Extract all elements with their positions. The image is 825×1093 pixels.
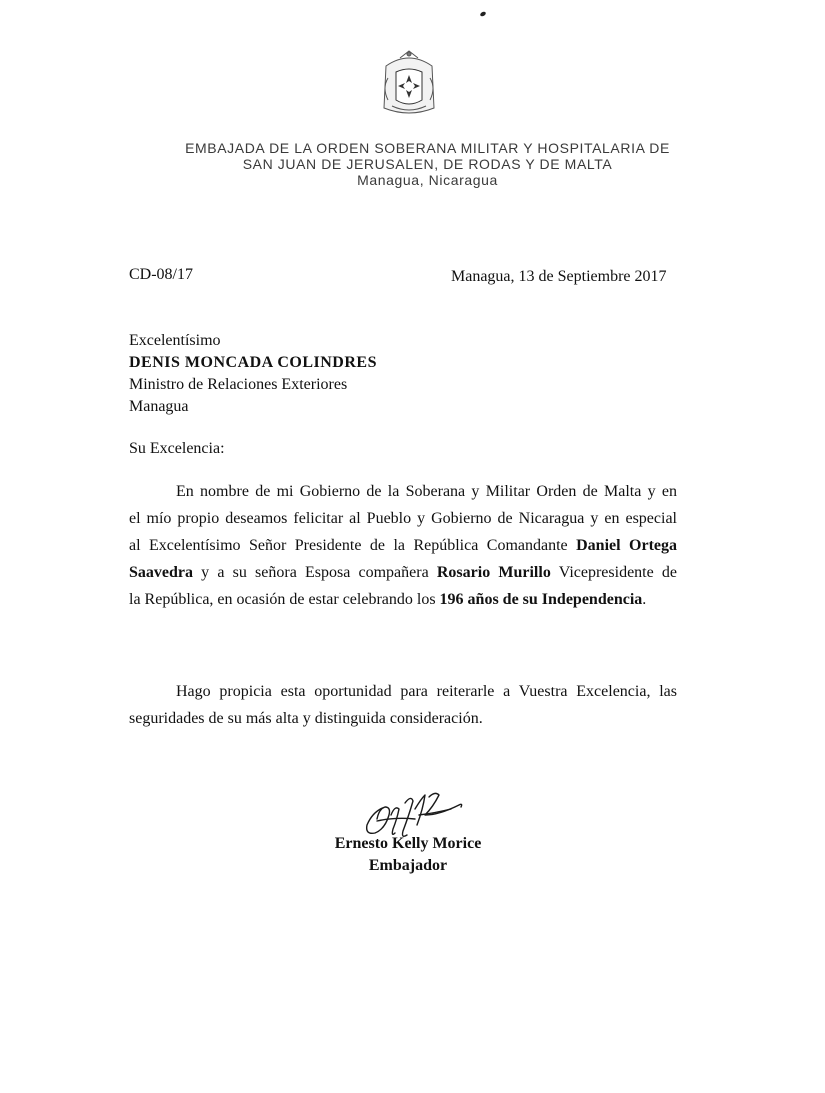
recipient-block	[129, 330, 377, 418]
letterhead-line-1: EMBAJADA DE LA ORDEN SOBERANA MILITAR Y HOSPITALARIA DE	[185, 140, 670, 156]
paragraph-line: el mío propio deseamos felicitar al Pueblo y Gobierno de Nicaragua y en especial	[129, 510, 677, 527]
body-paragraph-2	[129, 678, 677, 732]
salutation: Su Excelencia:	[129, 440, 225, 457]
paragraph-line	[129, 559, 677, 586]
paragraph-text: la República, en ocasión de estar celebrando los	[129, 591, 440, 608]
recipient-city: Managua	[129, 398, 189, 415]
body-paragraph-1	[129, 478, 677, 613]
order-of-malta-crest-icon	[378, 48, 440, 120]
paragraph-line	[129, 532, 677, 559]
signer-block	[328, 833, 488, 877]
recipient-title: Ministro de Relaciones Exteriores	[129, 376, 348, 393]
president-surname: Saavedra	[129, 564, 193, 581]
ink-mark	[479, 11, 486, 17]
paragraph-line: En nombre de mi Gobierno de la Soberana y Militar Orden de Malta y en	[176, 483, 677, 500]
signer-role: Embajador	[368, 857, 448, 874]
paragraph-text: .	[642, 591, 647, 608]
signer-name: Ernesto Kelly Morice	[334, 835, 482, 852]
paragraph-text: Vicepresidente de	[550, 564, 677, 581]
letterhead-city: Managua, Nicaragua	[357, 172, 498, 188]
vice-president-name: Rosario Murillo	[436, 564, 551, 581]
recipient-name: DENIS MONCADA COLINDRES	[129, 354, 377, 371]
recipient-honorific: Excelentísimo	[129, 332, 221, 349]
paragraph-line: Hago propicia esta oportunidad para reiterarle a Vuestra Excelencia, las	[176, 683, 677, 700]
embassy-letterhead	[120, 140, 735, 188]
president-name: Daniel Ortega	[576, 537, 678, 554]
paragraph-text: y a su señora Esposa compañera	[193, 564, 437, 581]
independence-anniversary: 196 años de su Independencia	[439, 591, 643, 608]
paragraph-line	[129, 586, 677, 613]
paragraph-text: al Excelentísimo Señor Presidente de la República Comandante	[129, 537, 577, 554]
letterhead-line-2: SAN JUAN DE JERUSALEN, DE RODAS Y DE MALTA	[242, 156, 613, 172]
paragraph-line: seguridades de su más alta y distinguida consideración.	[129, 710, 483, 727]
letter-date: Managua, 13 de Septiembre 2017	[451, 268, 667, 285]
reference-number: CD-08/17	[129, 266, 193, 283]
